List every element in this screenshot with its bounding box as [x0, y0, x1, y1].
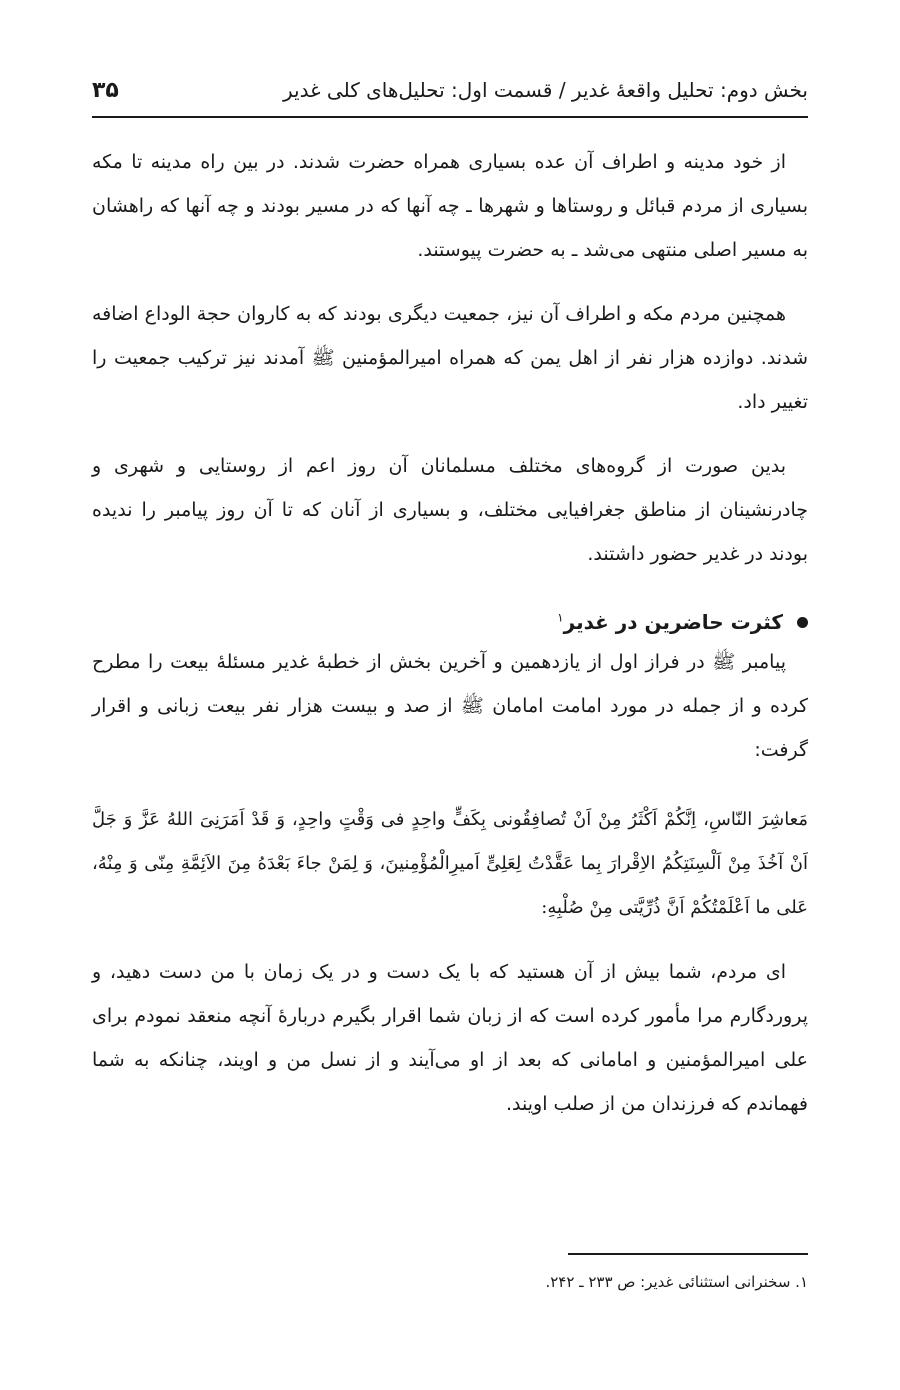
- header-divider: [92, 116, 808, 118]
- section-heading-label: کثرت حاضرین در غدیر: [563, 610, 783, 634]
- body-paragraph-3: بدین صورت از گروه‌های مختلف مسلمانان آن روز اعم از روستایی و شهری و چادرنشینان از مناطق جغرافیایی مختلف، و بسیاری از آنان که تا آن روز پیامبر را ندیده بودند در غدیر حضور داشتند.: [92, 455, 808, 565]
- footnote-divider: [568, 1253, 808, 1255]
- body-paragraph-1: از خود مدینه و اطراف آن عده بسیاری همراه حضرت شدند. در بین راه مدینه تا مکه بسیاری از مردم قبائل و روستاها و شهرها ـ چه آنها که در مسیر بودند و چه آنها که راهشان به مسیر اصلی منتهی می‌شد ـ به حضرت پیوستند.: [92, 151, 808, 261]
- section-heading-text: [557, 610, 783, 634]
- bullet-icon: [797, 617, 808, 628]
- page-number: ۳۵: [92, 77, 119, 103]
- section-heading: [92, 610, 808, 634]
- section-intro: پیامبر ﷺ در فراز اول از یازدهمین و آخرین بخش از خطبهٔ غدیر مسئلهٔ بیعت را مطرح کرده و از جمله در مورد امامت امامان ﷺ از صد و بیست هزار نفر بیعت زبانی و اقرار گرفت:: [92, 651, 808, 761]
- quote-translation: ای مردم، شما بیش از آن هستید که با یک دست و در یک زمان با من دست دهید، و پروردگارم مرا مأمور کرده است که از زبان شما اقرار بگیرم دربارهٔ آنچه منعقد نمودم برای علی امیرالمؤمنین و امامانی که بعد از او می‌آیند و از نسل من و اویند، چنانکه به شما فهماندم که فرزندان من از صلب اویند.: [92, 961, 808, 1115]
- arabic-quote: مَعاشِرَ النّاسِ، اِنَّکُمْ اَکْثَرُ مِنْ اَنْ تُصافِقُونی بِکَفٍّ واحِدٍ فی وَقْتٍ واحِدٍ، وَ قَدْ اَمَرَنِیَ اللهُ عَزَّ وَ جَلَّ اَنْ آخُذَ مِنْ اَلْسِنَتِکُمُ الاِقْرارَ بِما عَقَّدْتُ لِعَلِیٍّ اَمیرِالْمُؤْمِنینَ، وَ لِمَنْ جاءَ بَعْدَهُ مِنَ الاَئِمَّةِ مِنّی وَ مِنْهُ، عَلی ما اَعْلَمْتُکُمْ اَنَّ ذُرِّیَّتی مِنْ صُلْبِهِ:: [92, 809, 808, 918]
- footnote-text: ۱. سخنرانی استثنائی غدیر: ص ۲۳۳ ـ ۲۴۲.: [545, 1273, 808, 1291]
- header-title: بخش دوم: تحلیل واقعهٔ غدیر / قسمت اول: تحلیل‌های کلی غدیر: [283, 78, 808, 102]
- body-paragraph-2: همچنین مردم مکه و اطراف آن نیز، جمعیت دیگری بودند که به کاروان حجة الوداع اضافه شدند. دوازده هزار نفر از اهل یمن که همراه امیرالمؤمنین ﷺ آمدند نیز ترکیب جمعیت را تغییر داد.: [92, 303, 808, 413]
- footnote-marker[interactable]: ۱: [557, 610, 564, 625]
- page-body: [92, 140, 808, 1146]
- book-page: [92, 0, 808, 1390]
- running-header: [92, 72, 808, 108]
